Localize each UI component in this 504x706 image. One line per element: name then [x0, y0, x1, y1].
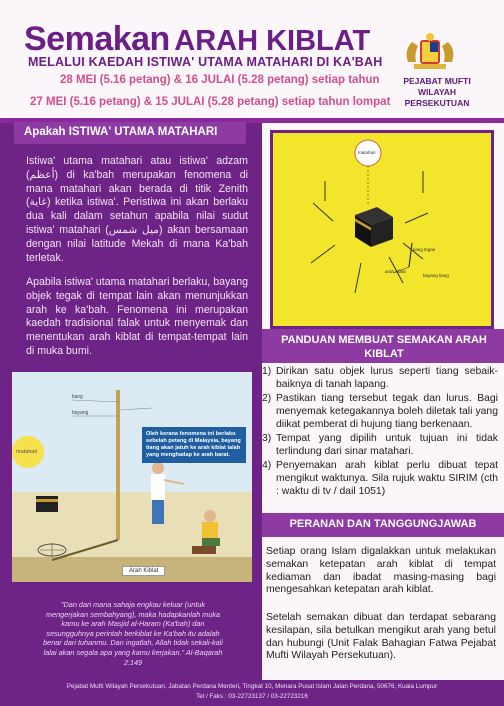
date-line-leap-year: 27 MEI (5.16 petang) & 15 JULAI (5.28 petang) setiap tahun lompat — [30, 96, 391, 108]
step-number: 1) — [262, 366, 272, 377]
pole-label: tiang — [72, 394, 83, 400]
step-text: Dirikan satu objek lurus seperti tiang sebaik-baiknya di tanah lapang. — [276, 366, 498, 390]
left-heading: Apakah ISTIWA' UTAMA MATAHARI — [24, 126, 218, 138]
sun-label: matahari — [16, 449, 38, 455]
quran-quote: "Dan dari mana sahaja engkau keluar (untuk mengerjakan sembahyang), maka hadapkanlah muka kamu ke arah Masjid al-Haram (Ka'bah) dan sesungguhnya perintah berkiblat ke Ka'bah itu adalah benar dari tuhanmu. Dan ingatlah, Allah tidak sekali-kali lalai akan segala apa yang kamu kerjakan." Al-Baqarah 2:149 — [43, 600, 223, 667]
guide-step — [262, 432, 498, 458]
step-number: 2) — [262, 393, 272, 404]
subtitle: MELALUI KAEDAH ISTIWA' UTAMA MATAHARI DI KA'BAH — [28, 55, 383, 69]
diagram-pole-label: tiang tegak — [413, 247, 436, 252]
footer-contact: Tel / Faks : 03-22723137 / 03-22723216 — [196, 693, 308, 700]
roles-heading: PERANAN DAN TANGGUNGJAWAB — [289, 518, 477, 530]
guide-step — [262, 365, 498, 391]
roles-paragraph-1: Setiap orang Islam digalakkan untuk melakukan semakan ketepatan arah kiblat di tempat kediaman dan ibadat masing-masing bagi mengesahkan ketepatan arah kiblat. — [266, 546, 496, 596]
agency-line-1: PEJABAT MUFTI — [403, 76, 471, 86]
guide-heading: PANDUAN MEMBUAT SEMAKAN ARAH KIBLAT — [281, 334, 487, 360]
qibla-direction-tag: Arah Kiblat — [122, 566, 165, 576]
diagram-shadow-label: bayang tiang — [423, 273, 449, 278]
title-part-2: ARAH KIBLAT — [174, 25, 371, 57]
istiwa-definition-paragraph: Istiwa' utama matahari atau istiwa' adzam (أعظم) di ka'bah merupakan fenomena di mana matahari akan berada di titik Zenith (غاية) ketika istiwa'. Peristiwa ini akan berlaku dua kali dalam setahun apabila nilai sudut istiwa' matahari (ميل شمس) akan bersamaan dengan nilai latitude Mekah di mana Ka'bah terletak. — [26, 155, 248, 264]
qibla-field-illustration — [12, 372, 252, 582]
field-scene-icon — [12, 372, 252, 582]
coat-of-arms-icon — [400, 32, 460, 72]
agency-line-2: WILAYAH PERSEKUTUAN — [404, 87, 470, 108]
guide-step — [262, 392, 498, 431]
diagram-sun-label: matahari — [358, 150, 376, 155]
step-text: Tempat yang dipilih untuk tujuan ini tidak terlindung dari sinar matahari. — [276, 433, 498, 457]
date-line-annual: 28 MEI (5.16 petang) & 16 JULAI (5.28 petang) setiap tahun — [60, 74, 380, 86]
kaaba-shadow-icon — [273, 133, 491, 326]
step-number: 4) — [262, 460, 272, 471]
step-text: Penyemakan arah kiblat perlu dibuat tepat mengikut waktunya. Sila rujuk waktu SIRIM (cth : waktu di tv / dail 1051) — [276, 460, 498, 497]
guide-step — [262, 459, 498, 498]
kaaba-diagram — [270, 130, 494, 329]
diagram-qibla-label: arah kiblat — [385, 269, 406, 274]
step-number: 3) — [262, 433, 272, 444]
shadow-label: bayang — [72, 410, 89, 416]
roles-paragraph-2: Setelah semakan dibuat dan terdapat sebarang kesilapan, sila betulkan mengikut arah yang betul dan hubungi (Unit Falak Bahagian Fatwa Pejabat Mufti Wilayah Persekutuan). — [266, 612, 496, 662]
footer-address: Pejabat Mufti Wilayah Persekutuan, Jabatan Perdana Menteri, Tingkat 10, Menara Pusat Islam Jalan Perdana, 50676, Kuala Lumpur — [66, 683, 438, 690]
step-text: Pastikan tiang tersebut tegak dan lurus. Bagi menyemak ketegakannya boleh diletak tali yang diikat pemberat di hujung tiang berkenaan. — [276, 393, 498, 430]
istiwa-effect-paragraph: Apabila istiwa' utama matahari berlaku, bayang objek tegak di tempat lain akan menunjukkan arah ke ka'bah. Fenomena ini merupakan kaedah tradisional falak untuk menyemak dan menentukan arah kiblat di tempat-tempat lain di muka bumi. — [26, 276, 248, 357]
page-title — [24, 20, 370, 59]
illustration-callout: Oleh kerana fenomena ini berlaku sebelah petang di Malaysia, bayang tiang akan jatuh ke arah kiblat ialah yang menghadap ke arah barat. — [142, 427, 246, 463]
title-part-1: Semakan — [24, 20, 170, 58]
guide-steps — [262, 365, 498, 499]
agency-name — [394, 76, 480, 109]
